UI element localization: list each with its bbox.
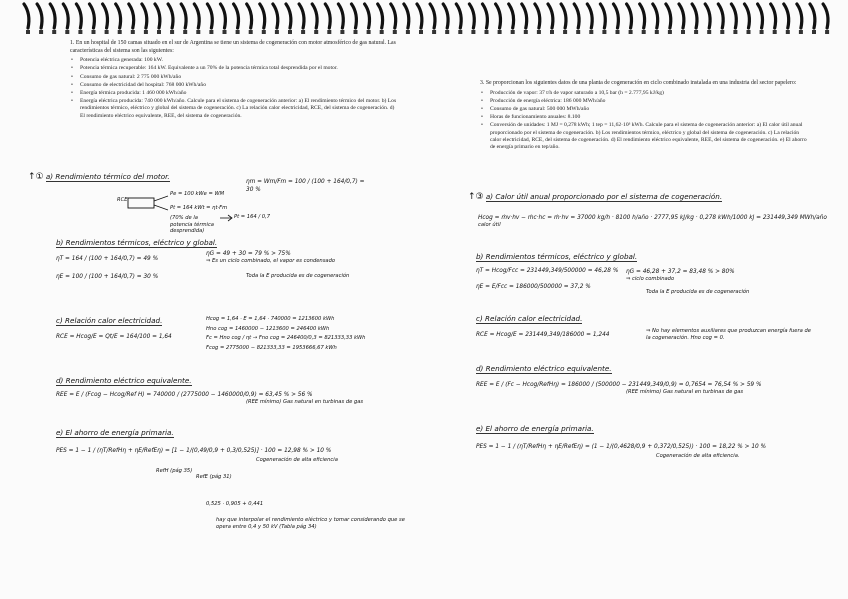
part-a-equation: ηm = Wm/Fm = 100 / (100 + 164/0,7) = 30 %	[246, 179, 365, 193]
punch-hole	[170, 30, 174, 34]
punch-hole	[694, 30, 698, 34]
part-b	[476, 252, 826, 295]
thermal-percent-note: (70% de la potencia térmica desprendida)	[170, 215, 214, 235]
spiral-ring	[116, 4, 121, 28]
punch-hole	[223, 30, 227, 34]
ree-eq: REE = E / (Fc − Hcog/RefHη) = 186000 / (500000 − 231449,349/0,9) = 0,7654 = 76,54 % > 59 %	[476, 382, 762, 388]
punch-hole	[144, 30, 148, 34]
spiral-ring	[90, 4, 95, 28]
part-d	[56, 376, 456, 406]
electric-output-label: Pe = 100 kWe = WM	[170, 191, 225, 197]
spiral-ring	[718, 4, 723, 28]
part-a-heading: ↑③ a) Calor útil anual proporcionado por el sistema de cogeneración.	[468, 192, 723, 202]
punch-hole	[825, 30, 829, 34]
punch-hole	[419, 30, 423, 34]
punch-hole	[340, 30, 344, 34]
punch-hole	[773, 30, 777, 34]
punch-hole	[118, 30, 122, 34]
list-item: • Energía térmica producida: 1 460 000 kWh/año	[80, 90, 400, 97]
punch-hole	[668, 30, 672, 34]
spiral-ring	[731, 4, 736, 28]
punch-hole	[550, 30, 554, 34]
ree-eq: REE = E / (Fcog − Hcog/Ref H) = 740000 / (2775000 − 1460000/0,9) = 63,45 % > 56 %	[56, 392, 313, 398]
punch-hole	[576, 30, 580, 34]
punch-hole	[209, 30, 213, 34]
spiral-ring	[221, 4, 226, 28]
spiral-ring	[247, 4, 252, 28]
punch-hole	[288, 30, 292, 34]
punch-hole	[275, 30, 279, 34]
rce-eq: RCE = Hcog/E = Qt/E = 164/100 = 1,64	[56, 334, 172, 340]
spiral-ring	[37, 4, 42, 28]
spiral-ring	[640, 4, 645, 28]
engine-diagram	[116, 190, 271, 235]
part-d	[476, 364, 826, 396]
spiral-ring	[627, 4, 632, 28]
punch-hole	[78, 30, 82, 34]
problem-1-data-list	[70, 57, 400, 120]
part-b-heading: b) Rendimientos térmicos, eléctrico y global.	[476, 252, 638, 261]
rce-note: ⇒ No hay elementos auxiliares que produzcan energía fuera de la cogeneración. Hno cog = 0.	[646, 328, 811, 341]
useful-heat-eq: Hcog = ṁv·hv − ṁc·hc = ṁ·hv = 37000 kg/h · 8100 h/año · 2777,95 kJ/kg · 0,278 kWh/1000 kJ = 231449,349 MWh/año	[478, 215, 827, 221]
list-item: • Producción de vapor: 37 t/h de vapor saturado a 10,5 bar (h = 2.777,95 kJ/kg)	[490, 90, 810, 97]
punch-hole	[799, 30, 803, 34]
spiral-ring	[823, 4, 828, 28]
spiral-ring	[129, 4, 134, 28]
pes-note: Cogeneración de alta eficiencia.	[656, 453, 740, 459]
punch-hole	[655, 30, 659, 34]
spiral-ring	[758, 4, 763, 28]
spiral-ring	[443, 4, 448, 28]
spiral-ring	[234, 4, 239, 28]
spiral-ring	[24, 4, 29, 28]
thermal-efficiency-eq: ηT = 164 / (100 + 164/0,7) = 49 %	[56, 256, 159, 262]
interp-note: hay que interpolar el rendimiento eléctrico y tomar considerando que se opera entre 0,4 y 50 kV (Tabla pág 34)	[216, 517, 405, 530]
punch-hole	[183, 30, 187, 34]
punch-hole	[602, 30, 606, 34]
spiral-ring	[286, 4, 291, 28]
punch-hole	[39, 30, 43, 34]
punch-hole	[498, 30, 502, 34]
list-item: • Potencia térmica recuperable: 164 kW. Equivalente a un 70% de la potencia térmica total desprendida por el motor.	[80, 65, 400, 72]
spiral-ring	[614, 4, 619, 28]
punch-hole	[92, 30, 96, 34]
part-c-heading: c) Relación calor electricidad.	[56, 316, 163, 325]
spiral-ring	[561, 4, 566, 28]
spiral-ring	[260, 4, 265, 28]
part-c-heading: c) Relación calor electricidad.	[476, 314, 583, 323]
punch-hole	[131, 30, 135, 34]
pes-eq: PES = 1 − 1 / (ηT/RefHη + ηE/RefEη) = (1 − 1/(0,4628/0,9 + 0,372/0,525)) · 100 = 18,22 % > 10 %	[476, 444, 767, 450]
punch-hole	[380, 30, 384, 34]
spiral-ring	[679, 4, 684, 28]
spiral-ring	[496, 4, 501, 28]
spiral-ring	[155, 4, 160, 28]
punch-hole	[471, 30, 475, 34]
global-efficiency: ηG = 49 + 30 = 79 % > 75% ⇒ Es un ciclo combinado, el vapor es condensado Toda la E producida es de cogeneración	[206, 251, 350, 279]
problem-3-statement: 3. Se proporcionan los siguientes datos de una planta de cogeneración en ciclo combinado instalada en una industria del sector papelero:	[480, 80, 797, 86]
pes-eq: PES = 1 − 1 / (ηT/RefHη + ηE/RefEη) = [1 − 1/(0,49/0,9 + 0,3/0,525)] · 100 = 12,98 % > 10 %	[56, 448, 332, 454]
part-e-heading: e) El ahorro de energía primaria.	[56, 428, 174, 437]
spiral-ring	[600, 4, 605, 28]
punch-hole	[681, 30, 685, 34]
punch-hole	[707, 30, 711, 34]
electric-efficiency-eq: ηE = 100 / (100 + 164/0,7) = 30 %	[56, 274, 159, 280]
refe-note: RefE (pág 31)	[196, 474, 232, 481]
spiral-ring	[50, 4, 55, 28]
spiral-ring	[338, 4, 343, 28]
electric-efficiency-eq: ηE = E/Fcc = 186000/500000 = 37,2 %	[476, 284, 591, 290]
spiral-ring	[378, 4, 383, 28]
spiral-ring	[771, 4, 776, 28]
spiral-ring	[509, 4, 514, 28]
left-column	[70, 40, 400, 121]
spiral-ring	[797, 4, 802, 28]
spiral-ring	[653, 4, 658, 28]
spiral-ring	[548, 4, 553, 28]
part-d-heading: d) Rendimiento eléctrico equivalente.	[56, 376, 192, 385]
punch-hole	[563, 30, 567, 34]
list-item: • Horas de funcionamiento anuales: 8.100	[490, 114, 810, 121]
punch-hole	[105, 30, 109, 34]
part-c	[476, 314, 826, 339]
part-c-calcs: Hcog = 1,64 · E = 1,64 · 740000 = 1213600 kWh Hno cog = 1460000 − 1213600 = 246400 kWh Fc = Hno cog / ηt → Fno cog = 246400/0,3 = 821333,33 kWh Fcog = 2775000 − 821333,33 = 1953666,67 kWh	[206, 316, 366, 351]
punch-hole	[629, 30, 633, 34]
punch-hole	[720, 30, 724, 34]
punch-hole	[642, 30, 646, 34]
spiral-ring	[63, 4, 68, 28]
spiral-rings	[24, 4, 829, 34]
punch-hole	[524, 30, 528, 34]
spiral-ring	[312, 4, 317, 28]
spiral-ring	[194, 4, 199, 28]
punch-hole	[812, 30, 816, 34]
spiral-ring	[103, 4, 108, 28]
punch-hole	[65, 30, 69, 34]
part-e	[476, 424, 826, 460]
part-e	[56, 428, 456, 531]
spiral-ring	[417, 4, 422, 28]
punch-hole	[196, 30, 200, 34]
punch-hole	[760, 30, 764, 34]
punch-hole	[26, 30, 30, 34]
part-c	[56, 316, 456, 351]
list-item: • Producción de energía eléctrica: 186 000 MWh/año	[490, 98, 810, 105]
rce-label: RCE	[117, 197, 128, 203]
problem-1-statement: 1. En un hospital de 150 camas situado en el sur de Argentina se tiene un sistema de cogeneración con motor atmosférico de gas natural. Las características del sistema son las siguientes:	[70, 40, 396, 54]
punch-hole	[367, 30, 371, 34]
punch-hole	[432, 30, 436, 34]
thermal-efficiency-eq: ηT = Hcog/Fcc = 231449,349/500000 = 46,28 %	[476, 268, 619, 274]
spiral-ring	[456, 4, 461, 28]
punch-hole	[537, 30, 541, 34]
punch-hole	[616, 30, 620, 34]
part-d-heading: d) Rendimiento eléctrico equivalente.	[476, 364, 612, 373]
pes-note: Cogeneración de alta eficiencia	[256, 457, 338, 463]
spiral-ring	[76, 4, 81, 28]
punch-hole	[262, 30, 266, 34]
punch-hole	[314, 30, 318, 34]
spiral-ring	[535, 4, 540, 28]
punch-hole	[733, 30, 737, 34]
global-efficiency: ηG = 46,28 + 37,2 = 83,48 % > 80% ⇒ ciclo combinado Toda la E producida es de cogeneración	[626, 269, 750, 295]
punch-hole	[327, 30, 331, 34]
rce-eq: RCE = Hcog/E = 231449,349/186000 = 1,244	[476, 332, 610, 338]
spiral-ring	[666, 4, 671, 28]
part-b-heading: b) Rendimientos térmicos, eléctrico y global.	[56, 238, 218, 247]
thermal-power-formula: Pt = 164 / 0,7	[234, 214, 271, 220]
list-item: • Consumo de gas natural: 2 775 000 kWh/año	[80, 74, 400, 81]
spiral-ring	[365, 4, 370, 28]
part-a-heading: ↑① a) Rendimiento térmico del motor.	[28, 172, 170, 182]
spiral-ring	[810, 4, 815, 28]
spiral-ring	[587, 4, 592, 28]
spiral-ring	[325, 4, 330, 28]
punch-hole	[511, 30, 515, 34]
ree-note: (REE mínimo) Gas natural en turbinas de gas	[626, 389, 744, 395]
spiral-ring	[430, 4, 435, 28]
interp-calc: 0,525 · 0,905 + 0,441	[206, 500, 264, 507]
punch-hole	[52, 30, 56, 34]
punch-hole	[249, 30, 253, 34]
list-item: • Conversión de unidades: 1 MJ = 0,278 kWh; 1 tep = 11,62·10³ kWh. Calcule para el sistema de cogeneración anterior: a) El calor útil anual proporcionado por el sistema de cogeneración. b) Los rendimientos térmico, eléctrico y global del sistema de cogeneración. c) La relación calor electricidad, RCE, del sistema de cogeneración. d) El rendimiento eléctrico equivalente, REE, del sistema de cogeneración. e) El ahorro de energía primario en tep/año.	[490, 122, 810, 151]
spiral-ring	[705, 4, 710, 28]
punch-hole	[747, 30, 751, 34]
spiral-ring	[181, 4, 186, 28]
punch-hole	[485, 30, 489, 34]
spiral-ring	[404, 4, 409, 28]
spiral-ring	[207, 4, 212, 28]
punch-hole	[301, 30, 305, 34]
spiral-ring	[391, 4, 396, 28]
punch-hole	[589, 30, 593, 34]
punch-hole	[236, 30, 240, 34]
right-column	[480, 80, 810, 152]
punch-hole	[354, 30, 358, 34]
list-item: • Energía eléctrica producida: 740 000 kWh/año. Calcule para el sistema de cogeneración anterior: a) El rendimiento térmico del motor. b) Los rendimientos térmico, eléctrico y global del sistema de cogeneración. c) La relación calor electricidad, RCE, del sistema de cogeneración. d) El rendimiento eléctrico equivalente, REE, del sistema de cogeneración.	[80, 98, 400, 120]
spiral-ring	[784, 4, 789, 28]
spiral-ring	[522, 4, 527, 28]
punch-hole	[445, 30, 449, 34]
spiral-ring	[168, 4, 173, 28]
spiral-ring	[352, 4, 357, 28]
punch-hole	[406, 30, 410, 34]
spiral-ring	[299, 4, 304, 28]
useful-heat-label: calor útil	[478, 222, 501, 228]
problem-1-solution	[28, 172, 448, 530]
part-e-heading: e) El ahorro de energía primaria.	[476, 424, 594, 433]
thermal-output-label: Pt = 164 kWt = ηt·Fm	[170, 205, 228, 211]
punch-hole	[786, 30, 790, 34]
spiral-ring	[745, 4, 750, 28]
ree-note: (REE mínimo) Gas natural en turbinas de gas	[246, 399, 364, 405]
refh-note: RefH (pág 35)	[156, 467, 193, 474]
punch-hole	[393, 30, 397, 34]
punch-hole	[458, 30, 462, 34]
list-item: • Consumo de gas natural: 500 000 MWh/año	[490, 106, 810, 113]
part-b	[56, 238, 456, 281]
spiral-ring	[142, 4, 147, 28]
list-item: • Potencia eléctrica generada: 100 kW.	[80, 57, 400, 64]
problem-3-data-list	[480, 90, 810, 152]
spiral-ring	[692, 4, 697, 28]
spiral-ring	[483, 4, 488, 28]
list-item: • Consumo de electricidad del hospital: 768 000 kWh/año	[80, 82, 400, 89]
problem-3-solution	[468, 192, 828, 459]
spiral-ring	[574, 4, 579, 28]
spiral-ring	[273, 4, 278, 28]
spiral-ring	[469, 4, 474, 28]
punch-hole	[157, 30, 161, 34]
